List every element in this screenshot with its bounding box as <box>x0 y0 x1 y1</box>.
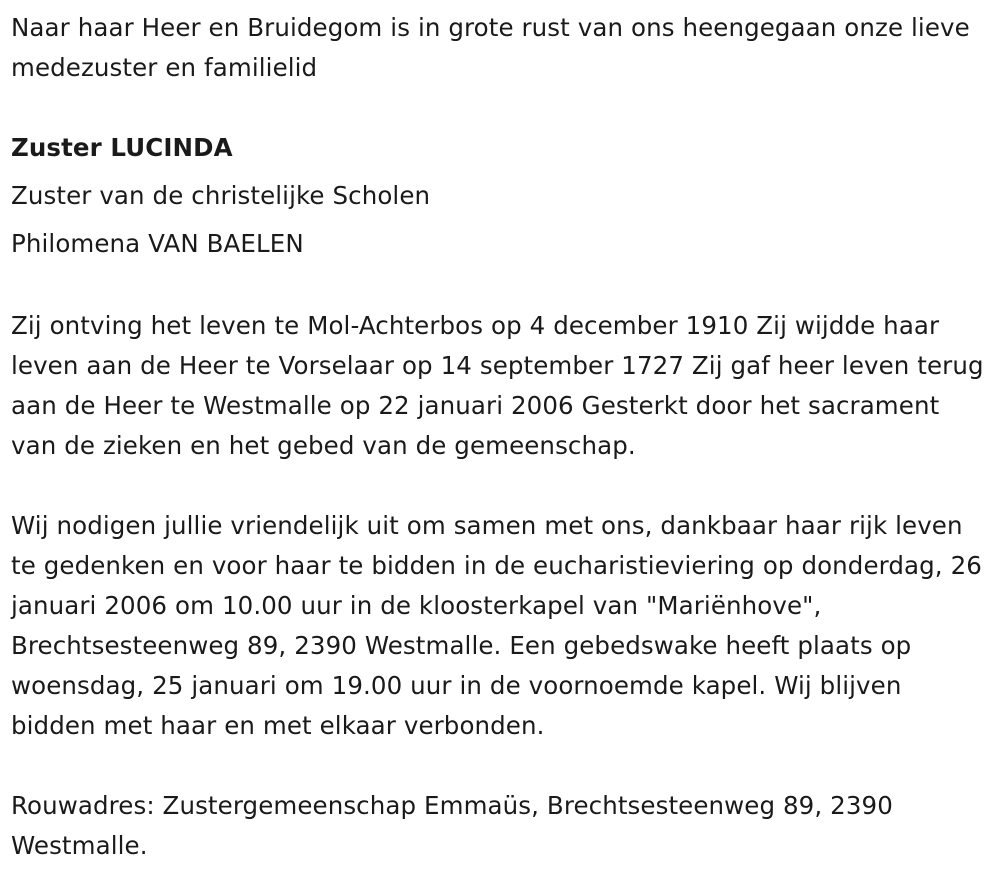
birth-name: Philomena VAN BAELEN <box>11 229 304 258</box>
deceased-name: Zuster LUCINDA <box>11 133 233 162</box>
intro-text: Naar haar Heer en Bruidegom is in grote rust van ons heengegaan onze lieve medezuster en familielid <box>11 13 970 82</box>
life-paragraph: Zij ontving het leven te Mol-Achterbos op 4 december 1910 Zij wijdde haar leven aan de Heer te Vorselaar op 14 september 1727 Zij gaf heer leven terug aan de Heer te Westmalle op 22 januari 2006 Gesterkt door het sacrament van de zieken en het gebed van de gemeenschap. <box>11 311 984 460</box>
mourning-address: Rouwadres: Zustergemeenschap Emmaüs, Brechtsesteenweg 89, 2390 Westmalle. <box>11 791 893 860</box>
invitation-paragraph: Wij nodigen jullie vriendelijk uit om samen met ons, dankbaar haar rijk leven te gedenken en voor haar te bidden in de eucharistieviering op donderdag, 26 januari 2006 om 10.00 uur in de kloosterkapel van "Mariënhove", Brechtsesteenweg 89, 2390 Westmalle. Een gebedswake heeft plaats op woensdag, 25 januari om 19.00 uur in de voornoemde kapel. Wij blijven bidden met haar en met elkaar verbonden. <box>11 511 982 740</box>
congregation-line: Zuster van de christelijke Scholen <box>11 181 431 210</box>
